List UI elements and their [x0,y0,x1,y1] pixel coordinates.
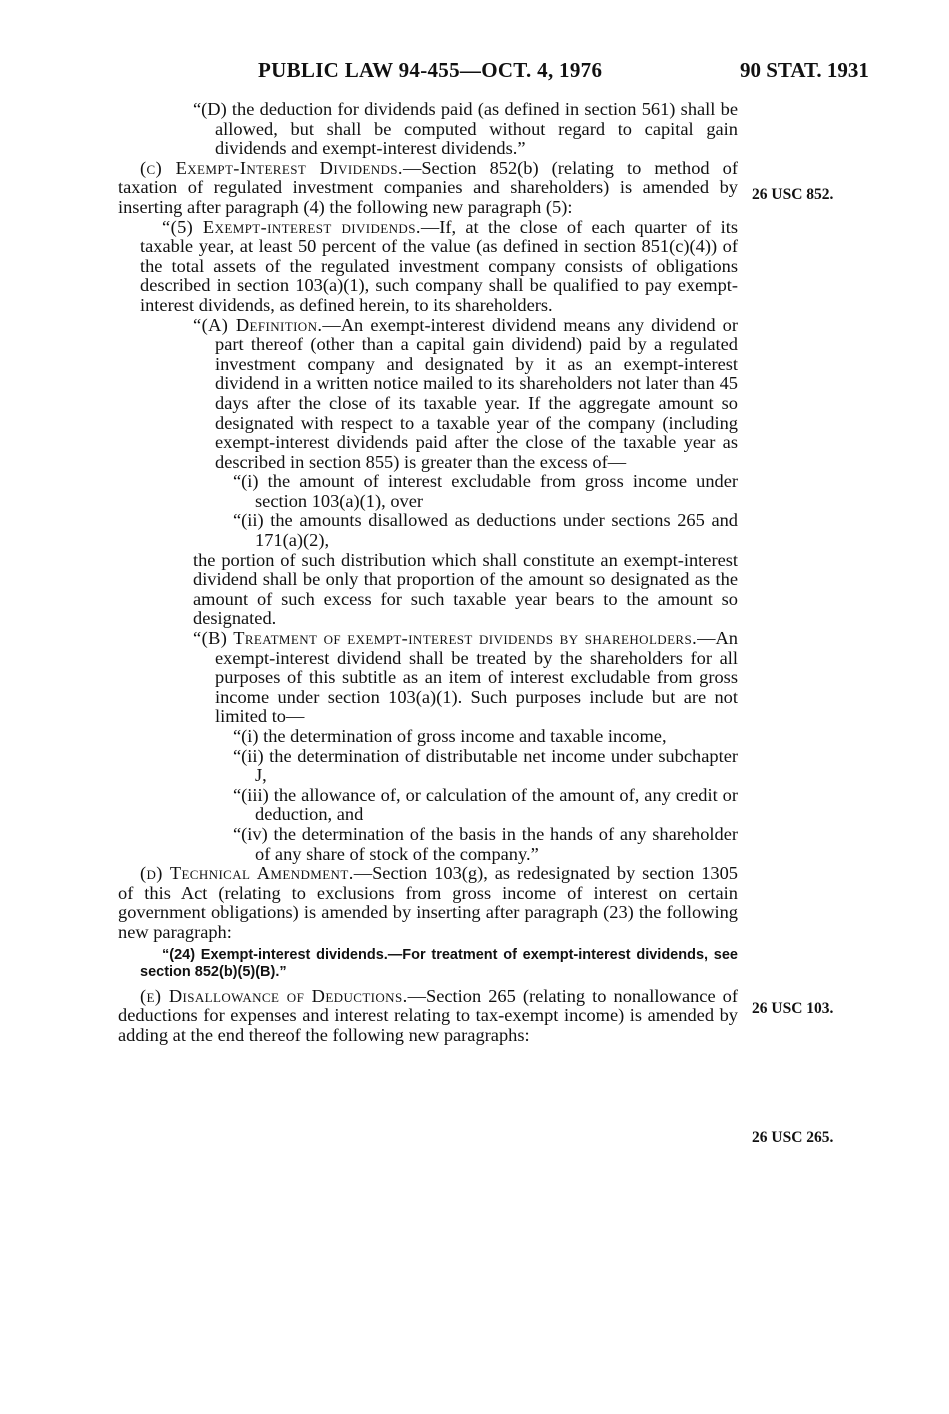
paragraph-heading: (d) Technical Amendment. [140,863,354,884]
paragraph-24-exempt-interest: “(24) Exempt-interest dividends.—For treatment of exempt-interest dividends, see section 852(b)(5)(B).” [140,946,738,980]
paragraph-text: —An exempt-interest dividend means any dividend or part thereof (other than a capital gain dividend) paid by a regulated investment company and designated by it as an exempt-interest dividend in a written notice mailed to its shareholders not later than 45 days after the close of its taxable year. If the aggregate amount so designated with respect to a taxable year of the company (including exempt-interest dividends paid after the close of the taxable year as described in section 855) is greater than the excess of— [215,314,738,472]
page-header-stat: 90 STAT. 1931 [740,58,869,82]
paragraph-d-technical-amendment [118,864,738,942]
paragraph-text: —Section 852(b) (relating to method of taxation of regulated investment companies and shareholders) is amended by inserting after paragraph (4) the following new paragraph (5): [118,157,738,217]
clause-i-gross-income: “(i) the determination of gross income and taxable income, [233,726,667,746]
paragraph-heading: (c) Exempt-Interest Dividends. [140,157,403,178]
margin-note-usc-265: 26 USC 265. [752,1129,834,1146]
paragraph-d-deduction: “(D) the deduction for dividends paid (as defined in section 561) shall be allowed, but shall be computed without regard to capital gain dividends and exempt-interest dividends.” [193,99,738,159]
clause-ii-amounts: “(ii) the amounts disallowed as deductions under sections 265 and 171(a)(2), [233,510,738,551]
paragraph-text: —Section 265 (relating to nonallowance of deductions for expenses and interest relating to tax-exempt income) is amended by adding at the end thereof the following new paragraphs: [118,985,738,1045]
paragraph-portion: the portion of such distribution which shall constitute an exempt-interest dividend shall be only that proportion of the amount so designated as the amount of such excess for such taxable year bears to the amount so designated. [193,549,738,629]
paragraph-heading: “(B) Treatment of exempt-interest dividends by shareholders. [193,628,698,649]
paragraph-text: —An exempt-interest dividend shall be treated by the shareholders for all purposes of this subtitle as an item of interest excludable from gross income under section 103(a)(1). Such purposes include but are not limited to— [215,628,738,727]
clause-iv-basis: “(iv) the determination of the basis in the hands of any shareholder of any share of stock of the company.” [233,823,738,864]
paragraph-heading: “(5) Exempt-interest dividends. [162,216,421,237]
paragraph-e-disallowance [118,987,738,1046]
statute-body [118,100,738,1045]
paragraph-b-treatment [140,629,738,727]
page-header-title: PUBLIC LAW 94-455—OCT. 4, 1976 [258,58,603,82]
clause-iii-allowance: “(iii) the allowance of, or calculation of the amount of, any credit or deduction, and [233,784,738,825]
clause-i-interest: “(i) the amount of interest excludable from gross income under section 103(a)(1), over [233,471,738,511]
paragraph-text: —Section 103(g), as redesignated by section 1305 of this Act (relating to exclusions from gross income of interest on certain government obligations) is amended by inserting after paragraph (23) the following new paragraph: [118,863,738,942]
margin-note-usc-852: 26 USC 852. [752,186,834,203]
paragraph-a-definition [140,316,738,473]
margin-note-usc-103: 26 USC 103. [752,1000,834,1017]
paragraph-heading: “(A) Definition. [193,314,323,335]
paragraph-heading: (e) Disallowance of Deductions. [140,985,408,1006]
clause-ii-distributable: “(ii) the determination of distributable net income under subchapter J, [233,745,738,786]
paragraph-5-exempt-interest [118,218,738,316]
paragraph-text: —If, at the close of each quarter of its taxable year, at least 50 percent of the value (as defined in section 851(c)(4)) of the total assets of the regulated investment company consists of obligations described in section 103(a)(1), such company shall be qualified to pay exempt-interest dividends, as defined herein, to its shareholders. [140,216,738,315]
paragraph-c-exempt-interest [118,159,738,218]
